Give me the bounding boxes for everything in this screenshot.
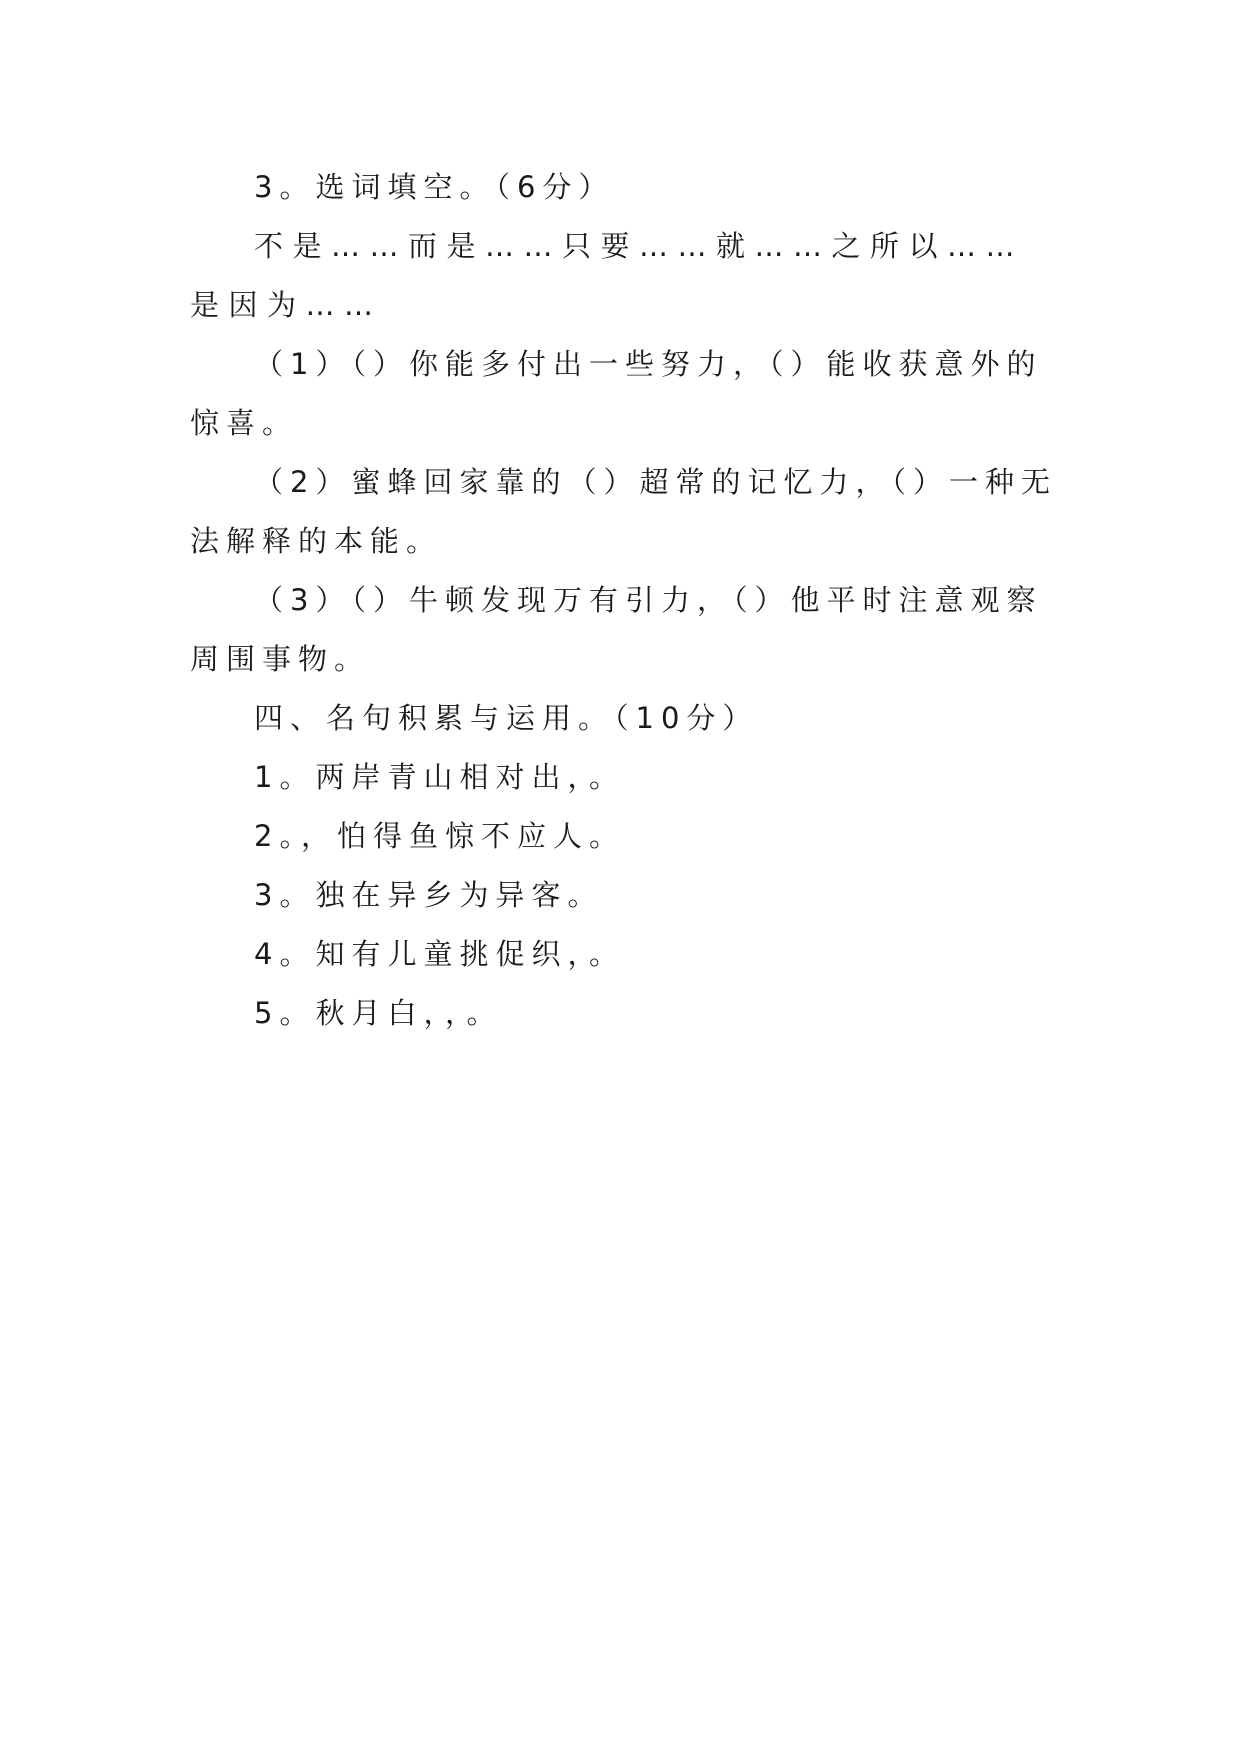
fill-in-item-3: （3）（）牛顿发现万有引力，（）他平时注意观察周围事物。: [190, 583, 1043, 676]
famous-line-item-2: 2。，怕得鱼惊不应人。: [254, 819, 625, 853]
famous-line-item-5: 5。秋月白，，。: [254, 996, 503, 1030]
section-heading-famous-lines: 四、名句积累与运用。（10分）: [254, 701, 759, 735]
document-body: [190, 158, 1060, 1043]
famous-line-item-3: 3。独在异乡为异客。: [254, 878, 604, 912]
question-heading-fill-in-words: 3。选词填空。（6分）: [254, 170, 615, 204]
word-bank: 不是……而是……只要……就……之所以……是因为……: [190, 229, 1025, 322]
fill-in-item-1: （1）（）你能多付出一些努力，（）能收获意外的惊喜。: [190, 347, 1043, 440]
famous-line-item-4: 4。知有儿童挑促织，。: [254, 937, 625, 971]
famous-line-item-1: 1。两岸青山相对出，。: [254, 760, 625, 794]
fill-in-item-2: （2）蜜蜂回家靠的（）超常的记忆力，（）一种无法解释的本能。: [190, 465, 1057, 558]
